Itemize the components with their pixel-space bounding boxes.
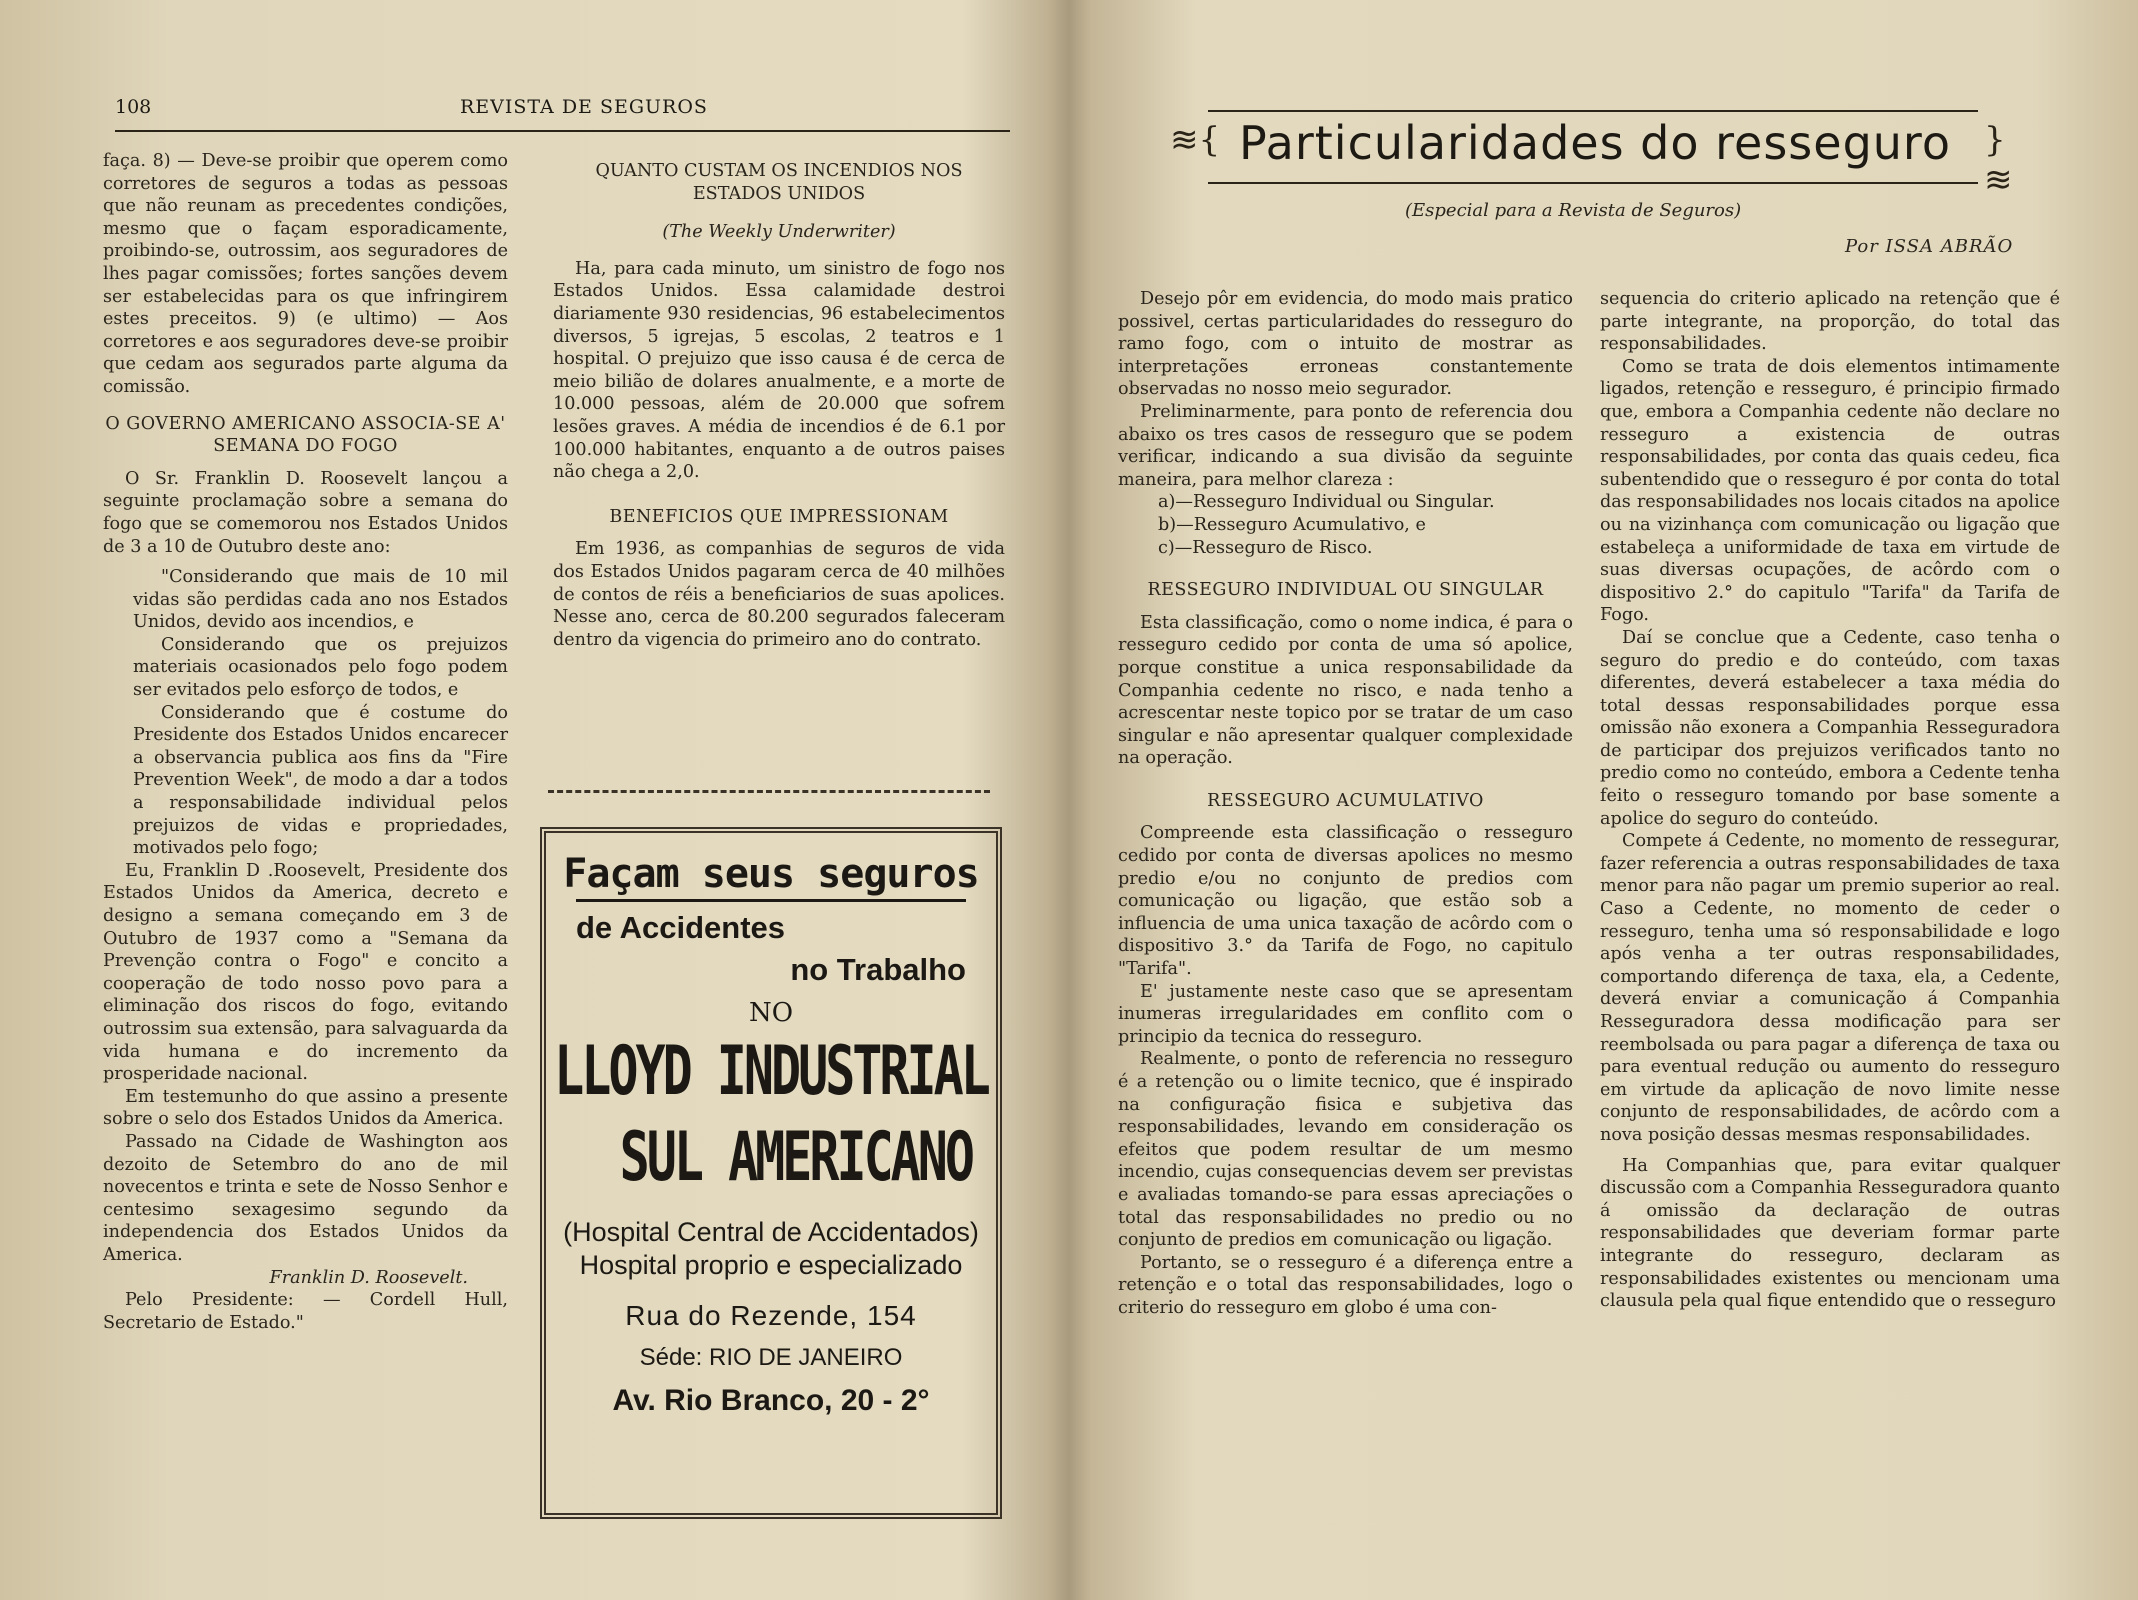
ad-address: Av. Rio Branco, 20 - 2° [612, 1384, 930, 1417]
ad-address: Rua do Rezende, 154 [625, 1300, 917, 1331]
right-column-1 [1118, 288, 1573, 1320]
ad-headline: Façam seus seguros [563, 851, 979, 897]
ornament-right-icon: }≋ [1984, 120, 2013, 200]
article-paragraph: Ha Companhias que, para evitar qualquer discussão com a Companhia Resseguradora quanto á omissão da declaração de outras responsabilidades que deveriam formar parte integrante do resseguro, declaram as responsabilidades existentes ou mencionam uma clausula pela qual fique entendido que o resseguro [1600, 1155, 2060, 1312]
ad-line: no Trabalho [790, 952, 966, 987]
left-page [0, 0, 1060, 1600]
ad-line: (Hospital Central de Accidentados) Hospital proprio e especializado [563, 1217, 979, 1280]
left-column-2 [553, 160, 1005, 651]
section-heading: O GOVERNO AMERICANO ASSOCIA-SE A' SEMANA DO FOGO [105, 413, 506, 457]
proclamation-quote [103, 566, 508, 860]
ad-line: de Accidentes [576, 910, 786, 945]
article-paragraph: Em testemunho do que assino a presente sobre o selo dos Estados Unidos da America. [103, 1086, 508, 1130]
article-paragraph: Compreende esta classificação o resseguro cedido por conta de diversas apolices no mesmo predio e/ou no conjunto de predios com comunicação ou ligação, que estão sob a influencia de uma unica taxação de acôrdo com o dispositivo 3.° da Tarifa de Fogo, no capitulo "Tarifa". [1118, 823, 1573, 980]
article-paragraph: Em 1936, as companhias de seguros de vida dos Estados Unidos pagaram cerca de 40 milhões de contos de réis a beneficiarios de suas apolices. Nesse ano, cerca de 80.200 segurados faleceram dentro da vigencia do primeiro ano do contrato. [553, 539, 1005, 650]
article-paragraph: Esta classificação, como o nome indica, é para o resseguro cedido por conta de uma só apolice, porque constitue a unica responsabilidade da Companhia cedente no risco, e nada tenho a acrescentar neste topico por se tratar de um caso singular e não apresentar qualquer complexidade na operação. [1118, 612, 1573, 769]
article-paragraph: Preliminarmente, para ponto de referencia dou abaixo os tres casos de resseguro que se podem verificar, indicando a sua divisão da seguinte maneira, para melhor clareza : [1118, 401, 1573, 490]
article-paragraph: sequencia do criterio aplicado na retenção que é parte integrante, na proporção, do total das responsabilidades. [1600, 289, 2060, 355]
article-subtitle: (Especial para a Revista de Seguros) [1405, 200, 1742, 221]
ad-address: Séde: RIO DE JANEIRO [639, 1344, 903, 1371]
article-source: (The Weekly Underwriter) [662, 222, 896, 243]
article-paragraph: faça. 8) — Deve-se proibir que operem como corretores de seguros a todas as pessoas que não reunam as precedentes condições, mesmo que o façam esporadicamente, proibindo-se, outrossim, aos seguradores de lhes pagar comissões; fortes sanções devem ser estabelecidas para os que infringirem estes preceitos. 9) (e ultimo) — Aos corretores e aos seguradores deve-se proibir que cedam aos segurados parte alguma da comissão. [103, 151, 508, 397]
article-paragraph: Eu, Franklin D .Roosevelt, Presidente dos Estados Unidos da America, decreto e designo a semana começando em 3 de Outubro de 1937 como a "Semana da Prevenção contra o Fogo" e concito a cooperação de todo nosso povo para a eliminação dos riscos do fogo, evitando outrossim sua extensão, para salvaguarda da vida humana e do incremento da prosperidade nacional. [103, 860, 508, 1085]
title-banner [1170, 108, 2030, 200]
quote-paragraph: "Considerando que mais de 10 mil vidas são perdidas cada ano nos Estados Unidos, devido aos incendios, e [133, 567, 508, 633]
ad-line: NO [748, 998, 794, 1028]
list-item: a)—Resseguro Individual ou Singular. [1158, 492, 1495, 513]
article-paragraph: Como se trata de dois elementos intimamente ligados, retenção e resseguro, é principio firmado que, embora a Companhia cedente não declare no resseguro a existencia de outras responsabilidades, por conta das quais cedeu, fica subentendido que o resseguro é por conta do total das responsabilidades nos locais citados na apolice ou na vizinhança com comunicação ou ligação que estabeleça a uniformidade de taxa em virtude de suas diversas ocupações, de acôrdo com o dispositivo 2.° do capitulo "Tarifa" da Tarifa de Fogo. [1600, 356, 2060, 626]
article-paragraph: Portanto, se o resseguro é a diferença entre a retenção e o total das responsabilidades, logo o criterio do resseguro em globo é uma con- [1118, 1252, 1573, 1318]
article-paragraph: Passado na Cidade de Washington aos dezoito de Setembro do ano de mil novecentos e trinta e sete de Nosso Senhor e centesimo sexagesimo segundo da independencia dos Estados Unidos da America. [103, 1131, 508, 1265]
article-paragraph: E' justamente neste caso que se apresentam inumeras irregularidades em conflito com o principio da tecnica do resseguro. [1118, 981, 1573, 1047]
page-number: 108 [115, 96, 152, 118]
article-paragraph: Daí se conclue que a Cedente, caso tenha o seguro do predio e do conteúdo, com taxas diferentes, deverá estabelecer a taxa média do total dessas responsabilidades porque essa omissão não exonera a Companhia Resseguradora de participar dos prejuizos verificados tanto no predio como no conteúdo, embora a Cedente tenha feito o resseguro tomando por base somente a apolice do seguro do conteúdo. [1600, 627, 2060, 829]
article-paragraph: O Sr. Franklin D. Roosevelt lançou a seguinte proclamação sobre a semana do fogo que se comemorou nos Estados Unidos de 3 a 10 de Outubro deste ano: [103, 468, 508, 557]
right-column-2 [1600, 288, 2060, 1313]
quote-paragraph: Considerando que os prejuizos materiais ocasionados pelo fogo podem ser evitados pelo esforço de todos, e [133, 634, 508, 701]
article-paragraph: Ha, para cada minuto, um sinistro de fogo nos Estados Unidos. Essa calamidade destroi diariamente 930 residencias, 96 estabelecimentos diversos, 5 igrejas, 5 escolas, 2 teatros e 1 hospital. O prejuizo que isso causa é de cerca de meio bilião de dolares anualmente, e a morte de 10.000 pessoas, além de 20.000 que sofrem lesões graves. A média de incendios é de 6.1 por 100.000 habitantes, enquanto a de outros paises não chega a 2,0. [553, 258, 1005, 483]
article-paragraph: Pelo Presidente: — Cordell Hull, Secretario de Estado." [103, 1290, 508, 1333]
quote-paragraph: Considerando que é costume do Presidente dos Estados Unidos encarecer a observancia publica aos fins da "Fire Prevention Week", de modo a dar a todos a responsabilidade individual pelos prejuizos de vidas e propriedades, motivados pelo fogo; [133, 702, 508, 859]
advertisement-lloyd [540, 827, 1002, 1519]
left-column-1 [103, 150, 508, 1334]
article-paragraph: Realmente, o ponto de referencia no resseguro é a retenção ou o limite tecnico, que é inspirado na configuração fisica e subjetiva das responsabilidades, levando em consideração os efeitos que podem resultar de um mesmo incendio, cujas consequencias devem ser previstas e avaliadas tomando-se para essas apreciações o total das responsabilidades no predio ou no conjunto de predios em comunicação ou ligação. [1118, 1049, 1573, 1251]
running-title: REVISTA DE SEGUROS [460, 96, 708, 118]
article-paragraph: Compete á Cedente, no momento de ressegurar, fazer referencia a outras responsabilidades de taxa menor para não pagar um premio superior ao real. Caso a Cedente, no momento de ceder o resseguro, tenha uma só responsabilidade e logo após venha a ter outras responsabilidades, comportando diferença de taxa, ela, a Cedente, deverá enviar a comunicação á Companhia Resseguradora dessa modificação para ser reembolsada ou para pagar a diferença de taxa ou para eventual redução ou aumento do resseguro em virtude da aplicação de novo limite nesse conjunto de responsabilidades, de acôrdo com a nova posição dessas mesmas responsabilidades. [1600, 831, 2060, 1145]
article-paragraph: Desejo pôr em evidencia, do modo mais pratico possivel, certas particularidades do resseguro do ramo fogo, com o intuito de mostrar as interpretações erroneas constantemente observadas no nosso meio segurador. [1118, 289, 1573, 400]
ad-underline [576, 899, 966, 902]
list-item: c)—Resseguro de Risco. [1158, 537, 1373, 558]
signature: Franklin D. Roosevelt. [269, 1267, 468, 1288]
ornament-left-icon: ≋{ [1170, 120, 1221, 160]
ad-company-name: SUL AMERICANO [619, 1117, 972, 1197]
running-header [115, 92, 1010, 132]
ad-company-name: LLOYD INDUSTRIAL [554, 1031, 988, 1111]
section-heading: BENEFICIOS QUE IMPRESSIONAM [609, 506, 949, 527]
column-divider [548, 790, 990, 793]
section-heading: RESSEGURO ACUMULATIVO [1207, 790, 1484, 811]
list-item: b)—Resseguro Acumulativo, e [1158, 514, 1426, 535]
article-byline: Por ISSA ABRÃO [1845, 236, 2014, 257]
article-title: Particularidades do resseguro [1239, 116, 1951, 170]
article-heading: QUANTO CUSTAM OS INCENDIOS NOS ESTADOS UNIDOS [595, 161, 963, 204]
section-heading: RESSEGURO INDIVIDUAL OU SINGULAR [1147, 580, 1544, 601]
